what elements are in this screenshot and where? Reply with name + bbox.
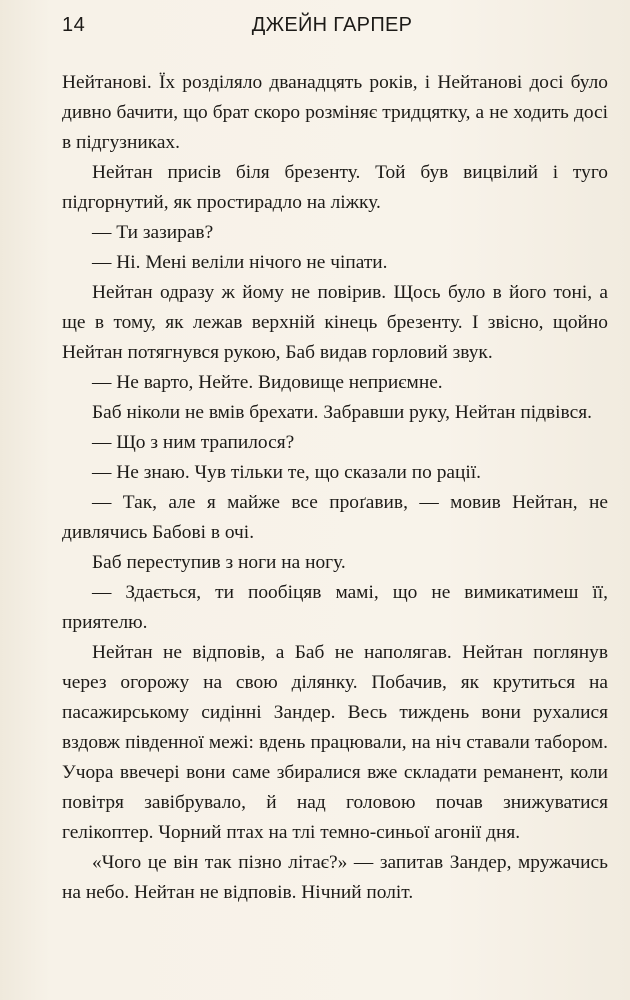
- paragraph: Нейтанові. Їх розділяло дванадцять років, і Нейтанові досі було дивно бачити, що брат скоро розміняє тридцятку, а не ходить досі в підгузниках.: [62, 72, 608, 153]
- paragraph: — Ти зазирав?: [92, 222, 214, 243]
- running-head: ДЖЕЙН ГАРПЕР: [251, 14, 413, 36]
- paragraph: — Не варто, Нейте. Видовище неприємне.: [92, 372, 443, 393]
- paragraph: — Ні. Мені веліли нічого не чіпати.: [92, 252, 388, 273]
- page-header: [62, 14, 602, 50]
- paragraph: Нейтан присів біля брезенту. Той був вицвілий і туго підгорнутий, як простирадло на ліжку.: [62, 162, 608, 213]
- paragraph: Баб ніколи не вмів брехати. Забравши руку, Нейтан підвівся.: [92, 402, 592, 423]
- paragraph: Нейтан не відповів, а Баб не наполягав. Нейтан поглянув через огорожу на свою ділянку. Побачив, як крутиться на пасажирському сидінні Зандер. Весь тиждень вони рухалися вздовж південної межі: вдень працювали, на ніч ставали табором. Учора ввечері вони саме збиралися вже складати реманент, коли повітря завібрувало, й над головою почав знижуватися гелікоптер. Чорний птах на тлі темно-синьої агонії дня.: [62, 642, 608, 843]
- page-number: 14: [62, 14, 86, 36]
- paragraph: — Не знаю. Чув тільки те, що сказали по рації.: [92, 462, 481, 483]
- body-text: [62, 68, 608, 908]
- paragraph: — Що з ним трапилося?: [92, 432, 295, 453]
- paragraph: Нейтан одразу ж йому не повірив. Щось було в його тоні, а ще в тому, як лежав верхній кінець брезенту. І звісно, щойно Нейтан потягнувся рукою, Баб видав горловий звук.: [62, 282, 608, 363]
- paragraph: — Здається, ти пообіцяв мамі, що не вимикатимеш її, приятелю.: [62, 582, 608, 633]
- paragraph: «Чого це він так пізно літає?» — запитав Зандер, мружачись на небо. Нейтан не відповів. Нічний політ.: [62, 852, 608, 903]
- paragraph: Баб переступив з ноги на ногу.: [92, 552, 346, 573]
- paragraph: — Так, але я майже все проґавив, — мовив Нейтан, не дивлячись Бабові в очі.: [62, 492, 608, 543]
